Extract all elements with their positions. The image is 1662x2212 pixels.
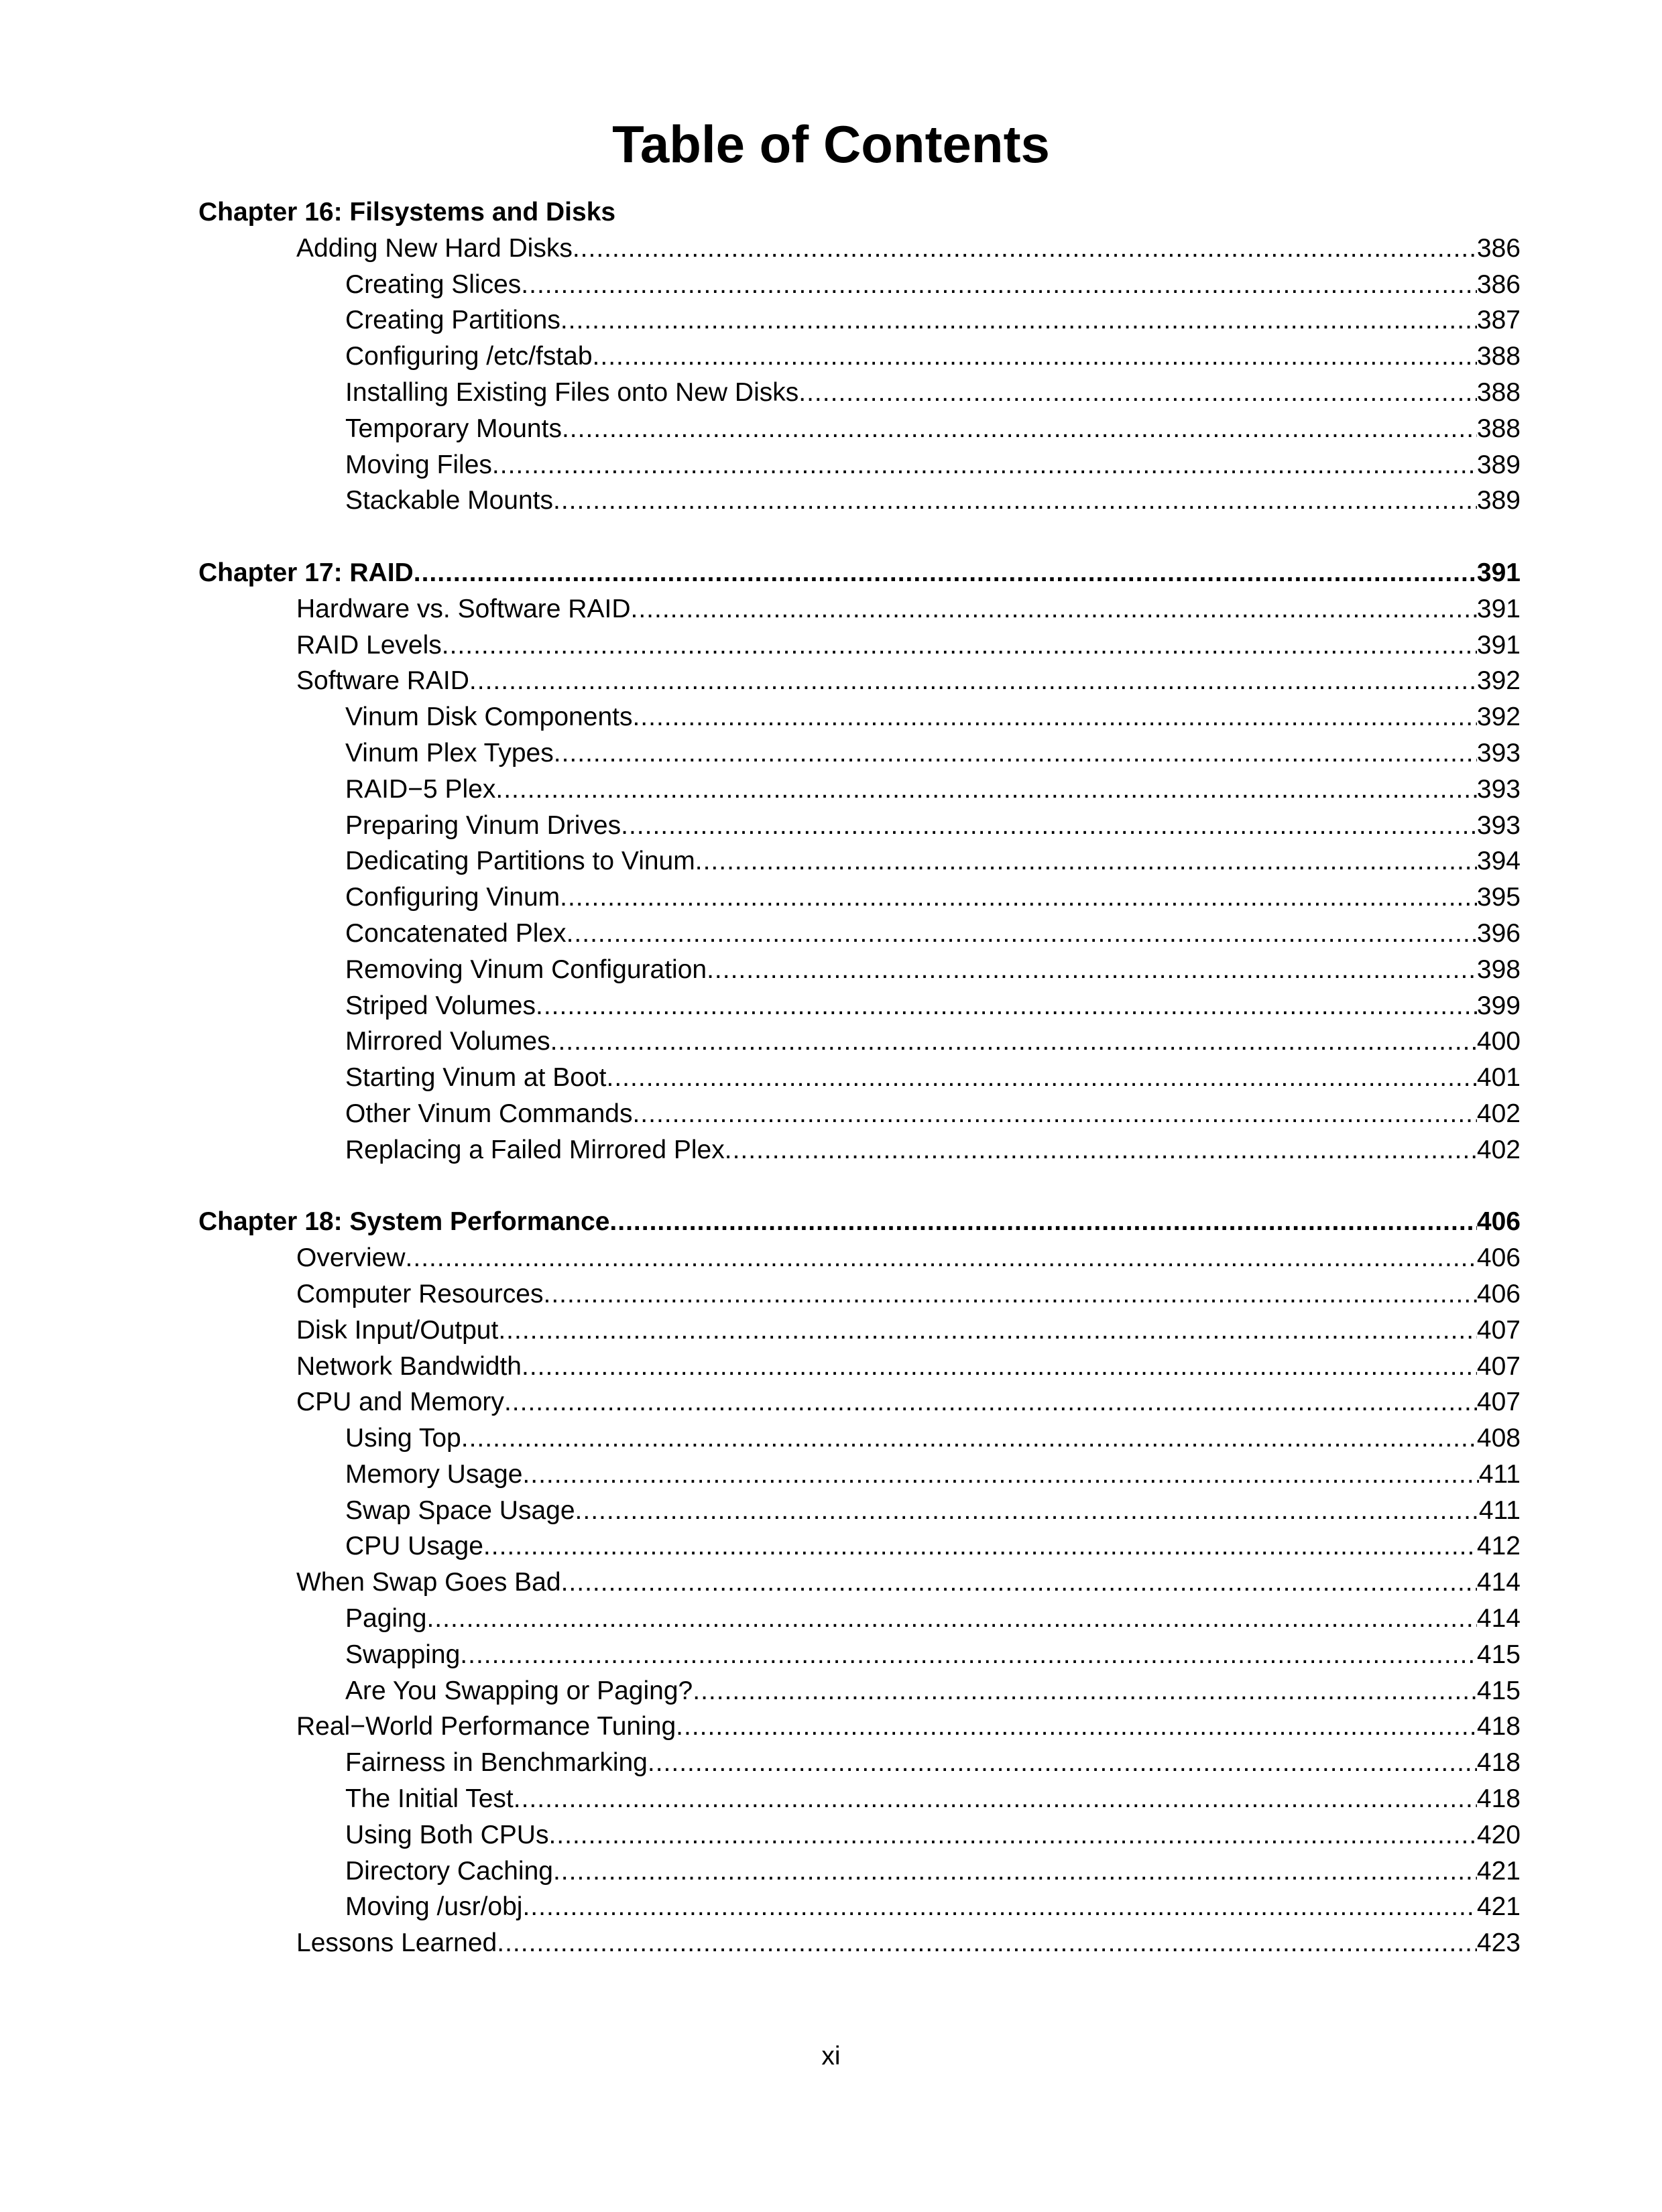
- toc-dot-leader: [504, 1384, 1477, 1420]
- toc-chapter-title: Chapter 18: System Performance: [198, 1207, 610, 1237]
- toc-page-number: 388: [1476, 342, 1521, 371]
- toc-subsection-entry[interactable]: [198, 411, 1521, 447]
- toc-entry-label: Directory Caching: [345, 1856, 553, 1886]
- toc-page-number: 406: [1476, 1279, 1521, 1308]
- toc-dot-leader: [426, 1601, 1476, 1637]
- toc-page-number: 406: [1476, 1243, 1521, 1273]
- toc-page-number: 414: [1476, 1568, 1521, 1597]
- toc-entry-label: Fairness in Benchmarking: [345, 1748, 648, 1778]
- toc-subsection-entry[interactable]: [198, 1781, 1521, 1817]
- toc-entry-label: Vinum Disk Components: [345, 702, 633, 732]
- toc-page-number: 388: [1476, 377, 1521, 407]
- toc-page-number: 411: [1478, 1459, 1521, 1489]
- toc-dot-leader: [536, 988, 1477, 1024]
- toc-subsection-entry[interactable]: [198, 1817, 1521, 1853]
- toc-subsection-entry[interactable]: [198, 1601, 1521, 1637]
- toc-dot-leader: [561, 1564, 1477, 1601]
- toc-dot-leader: [406, 1240, 1477, 1276]
- toc-entry-label: Computer Resources: [296, 1279, 544, 1308]
- toc-entry-label: RAID Levels: [296, 630, 442, 660]
- toc-page-number: 423: [1476, 1928, 1521, 1958]
- toc-subsection-entry[interactable]: [198, 699, 1521, 735]
- toc-dot-leader: [632, 1096, 1476, 1132]
- toc-dot-leader: [522, 1457, 1478, 1493]
- toc-page-number: 386: [1476, 233, 1521, 263]
- toc-page-number: 391: [1476, 630, 1521, 660]
- toc-subsection-entry[interactable]: [198, 772, 1521, 808]
- toc-entry-label: Removing Vinum Configuration: [345, 955, 707, 984]
- toc-dot-leader: [725, 1132, 1477, 1168]
- toc-page-number: 412: [1476, 1532, 1521, 1561]
- toc-page-number: 418: [1476, 1784, 1521, 1814]
- toc-subsection-entry[interactable]: [198, 1889, 1521, 1925]
- toc-page-number: 393: [1476, 810, 1521, 840]
- toc-dot-leader: [442, 627, 1477, 664]
- toc-entry-label: Hardware vs. Software RAID: [296, 594, 631, 623]
- toc-entry-label: Paging: [345, 1604, 427, 1634]
- toc-dot-leader: [676, 1709, 1477, 1745]
- toc-subsection-entry[interactable]: [198, 1493, 1521, 1529]
- toc-entry-label: Configuring Vinum: [345, 883, 560, 912]
- toc-entry-label: Software RAID: [296, 666, 469, 696]
- toc-entry-label: The Initial Test: [345, 1784, 514, 1814]
- toc-section-entry[interactable]: [198, 1349, 1521, 1385]
- toc-chapter-heading[interactable]: [198, 194, 1521, 231]
- toc-dot-leader: [798, 375, 1477, 411]
- toc-page-number: 391: [1476, 594, 1521, 623]
- toc-page-number: 387: [1476, 306, 1521, 335]
- toc-chapter-title: Chapter 16: Filsystems and Disks: [198, 198, 616, 227]
- table-of-contents: [198, 194, 1521, 1961]
- toc-page-number: 421: [1476, 1856, 1521, 1886]
- toc-section-entry[interactable]: [198, 1925, 1521, 1961]
- toc-subsection-entry[interactable]: [198, 1673, 1521, 1709]
- toc-page-number: 407: [1476, 1351, 1521, 1381]
- toc-dot-leader: [573, 231, 1477, 267]
- toc-entry-label: Concatenated Plex: [345, 918, 567, 948]
- toc-dot-leader: [460, 1637, 1477, 1673]
- toc-entry-label: Temporary Mounts: [345, 414, 562, 443]
- toc-entry-label: Memory Usage: [345, 1459, 523, 1489]
- toc-chapter-title: Chapter 17: RAID: [198, 558, 414, 587]
- toc-dot-leader: [648, 1745, 1477, 1781]
- toc-section-entry[interactable]: [198, 1240, 1521, 1276]
- toc-dot-leader: [553, 483, 1477, 519]
- toc-dot-leader: [695, 843, 1477, 879]
- toc-page-number: 406: [1476, 1207, 1521, 1237]
- toc-section-entry[interactable]: [198, 1276, 1521, 1312]
- toc-dot-leader: [522, 1349, 1477, 1385]
- toc-subsection-entry[interactable]: [198, 916, 1521, 952]
- toc-dot-leader: [609, 1204, 1477, 1240]
- toc-page-number: 394: [1476, 847, 1521, 876]
- toc-subsection-entry[interactable]: [198, 735, 1521, 772]
- toc-subsection-entry[interactable]: [198, 952, 1521, 988]
- toc-chapter: [198, 1204, 1521, 1961]
- toc-dot-leader: [498, 1312, 1477, 1349]
- toc-subsection-entry[interactable]: [198, 339, 1521, 375]
- toc-page-number: 392: [1476, 702, 1521, 732]
- toc-subsection-entry[interactable]: [198, 1745, 1521, 1781]
- toc-entry-label: Dedicating Partitions to Vinum: [345, 847, 695, 876]
- toc-entry-label: Overview: [296, 1243, 406, 1273]
- toc-dot-leader: [562, 411, 1477, 447]
- toc-page-number: 414: [1476, 1604, 1521, 1634]
- toc-entry-label: Installing Existing Files onto New Disks: [345, 377, 799, 407]
- toc-page-number: 392: [1476, 666, 1521, 696]
- toc-section-entry[interactable]: [198, 1564, 1521, 1601]
- toc-dot-leader: [621, 808, 1477, 844]
- toc-dot-leader: [593, 339, 1477, 375]
- toc-page-number: 393: [1476, 738, 1521, 767]
- toc-subsection-entry[interactable]: [198, 302, 1521, 339]
- toc-page-number: 407: [1476, 1388, 1521, 1417]
- toc-subsection-entry[interactable]: [198, 879, 1521, 916]
- toc-page-number: 399: [1476, 991, 1521, 1020]
- toc-dot-leader: [575, 1493, 1479, 1529]
- toc-dot-leader: [560, 302, 1477, 339]
- toc-subsection-entry[interactable]: [198, 843, 1521, 879]
- toc-subsection-entry[interactable]: [198, 988, 1521, 1024]
- toc-dot-leader: [554, 735, 1477, 772]
- toc-dot-leader: [495, 772, 1477, 808]
- toc-entry-label: Vinum Plex Types: [345, 738, 554, 767]
- toc-subsection-entry[interactable]: [198, 267, 1521, 303]
- toc-chapter: [198, 555, 1521, 1168]
- toc-section-entry[interactable]: [198, 627, 1521, 664]
- toc-dot-leader: [567, 916, 1477, 952]
- toc-page-number: 389: [1476, 450, 1521, 479]
- toc-entry-label: Replacing a Failed Mirrored Plex: [345, 1135, 725, 1164]
- toc-chapter: [198, 194, 1521, 519]
- toc-entry-label: Swapping: [345, 1640, 461, 1669]
- toc-dot-leader: [693, 1673, 1477, 1709]
- toc-dot-leader: [548, 1817, 1476, 1853]
- toc-chapter-heading[interactable]: [198, 1204, 1521, 1240]
- toc-page-number: 386: [1476, 269, 1521, 299]
- toc-dot-leader: [514, 1781, 1477, 1817]
- toc-dot-leader: [461, 1420, 1477, 1457]
- toc-subsection-entry[interactable]: [198, 483, 1521, 519]
- toc-entry-label: Adding New Hard Disks: [296, 233, 573, 263]
- toc-subsection-entry[interactable]: [198, 1024, 1521, 1060]
- toc-entry-label: RAID−5 Plex: [345, 774, 496, 804]
- toc-entry-label: Configuring /etc/fstab: [345, 342, 593, 371]
- toc-entry-label: Preparing Vinum Drives: [345, 810, 621, 840]
- toc-page-number: 415: [1476, 1676, 1521, 1705]
- toc-dot-leader: [483, 1528, 1477, 1564]
- toc-entry-label: Creating Slices: [345, 269, 522, 299]
- toc-dot-leader: [492, 447, 1477, 483]
- toc-entry-label: Striped Volumes: [345, 991, 536, 1020]
- toc-page-number: 411: [1478, 1495, 1521, 1525]
- toc-page-number: 401: [1476, 1063, 1521, 1093]
- toc-page-number: 400: [1476, 1027, 1521, 1056]
- toc-page-number: 388: [1476, 414, 1521, 443]
- toc-entry-label: Starting Vinum at Boot: [345, 1063, 607, 1093]
- toc-page-number: 393: [1476, 774, 1521, 804]
- toc-page-number: 421: [1476, 1892, 1521, 1922]
- toc-page-number: 407: [1476, 1315, 1521, 1345]
- toc-entry-label: Disk Input/Output: [296, 1315, 499, 1345]
- toc-entry-label: CPU and Memory: [296, 1388, 504, 1417]
- toc-entry-label: Using Both CPUs: [345, 1820, 549, 1849]
- toc-entry-label: Creating Partitions: [345, 306, 560, 335]
- toc-dot-leader: [553, 1853, 1477, 1890]
- toc-page-number: 391: [1476, 558, 1521, 587]
- toc-page-number: 402: [1476, 1135, 1521, 1164]
- toc-section-entry[interactable]: [198, 663, 1521, 699]
- page-number: xi: [821, 2042, 841, 2071]
- toc-dot-leader: [607, 1060, 1477, 1096]
- toc-entry-label: Using Top: [345, 1424, 461, 1453]
- toc-entry-label: Swap Space Usage: [345, 1495, 575, 1525]
- toc-subsection-entry[interactable]: [198, 1060, 1521, 1096]
- toc-entry-label: Lessons Learned: [296, 1928, 497, 1958]
- toc-subsection-entry[interactable]: [198, 375, 1521, 411]
- toc-entry-label: Other Vinum Commands: [345, 1099, 633, 1128]
- toc-chapter-heading[interactable]: [198, 555, 1521, 591]
- toc-section-entry[interactable]: [198, 591, 1521, 627]
- toc-entry-label: Mirrored Volumes: [345, 1027, 550, 1056]
- toc-subsection-entry[interactable]: [198, 1637, 1521, 1673]
- toc-entry-label: CPU Usage: [345, 1532, 483, 1561]
- toc-page-number: 408: [1476, 1424, 1521, 1453]
- toc-subsection-entry[interactable]: [198, 1528, 1521, 1564]
- toc-entry-label: Are You Swapping or Paging?: [345, 1676, 693, 1705]
- toc-subsection-entry[interactable]: [198, 1132, 1521, 1168]
- toc-entry-label: Moving Files: [345, 450, 492, 479]
- toc-page-number: 398: [1476, 955, 1521, 984]
- toc-entry-label: Moving /usr/obj: [345, 1892, 523, 1922]
- toc-dot-leader: [707, 952, 1477, 988]
- toc-section-entry[interactable]: [198, 1709, 1521, 1745]
- toc-dot-leader: [414, 555, 1477, 591]
- toc-subsection-entry[interactable]: [198, 1420, 1521, 1457]
- toc-section-entry[interactable]: [198, 1384, 1521, 1420]
- toc-subsection-entry[interactable]: [198, 447, 1521, 483]
- toc-page-number: 418: [1476, 1748, 1521, 1778]
- toc-dot-leader: [550, 1024, 1477, 1060]
- toc-dot-leader: [560, 879, 1477, 916]
- toc-subsection-entry[interactable]: [198, 1853, 1521, 1890]
- toc-dot-leader: [631, 591, 1477, 627]
- toc-page-number: 402: [1476, 1099, 1521, 1128]
- toc-entry-label: When Swap Goes Bad: [296, 1568, 561, 1597]
- toc-dot-leader: [543, 1276, 1476, 1312]
- toc-entry-label: Stackable Mounts: [345, 486, 554, 515]
- toc-dot-leader: [469, 663, 1477, 699]
- toc-dot-leader: [632, 699, 1476, 735]
- toc-subsection-entry[interactable]: [198, 1457, 1521, 1493]
- toc-dot-leader: [497, 1925, 1477, 1961]
- toc-dot-leader: [522, 1889, 1476, 1925]
- toc-dot-leader: [521, 267, 1477, 303]
- toc-section-entry[interactable]: [198, 1312, 1521, 1349]
- toc-entry-label: Network Bandwidth: [296, 1351, 522, 1381]
- toc-subsection-entry[interactable]: [198, 808, 1521, 844]
- toc-entry-label: Real−World Performance Tuning: [296, 1712, 676, 1741]
- toc-page-number: 415: [1476, 1640, 1521, 1669]
- toc-page-number: 395: [1476, 883, 1521, 912]
- toc-page-number: 420: [1476, 1820, 1521, 1849]
- toc-subsection-entry[interactable]: [198, 1096, 1521, 1132]
- toc-page-number: 418: [1476, 1712, 1521, 1741]
- toc-section-entry[interactable]: [198, 231, 1521, 267]
- toc-page-number: 389: [1476, 486, 1521, 515]
- toc-page-number: 396: [1476, 918, 1521, 948]
- page-title: Table of Contents: [612, 115, 1050, 174]
